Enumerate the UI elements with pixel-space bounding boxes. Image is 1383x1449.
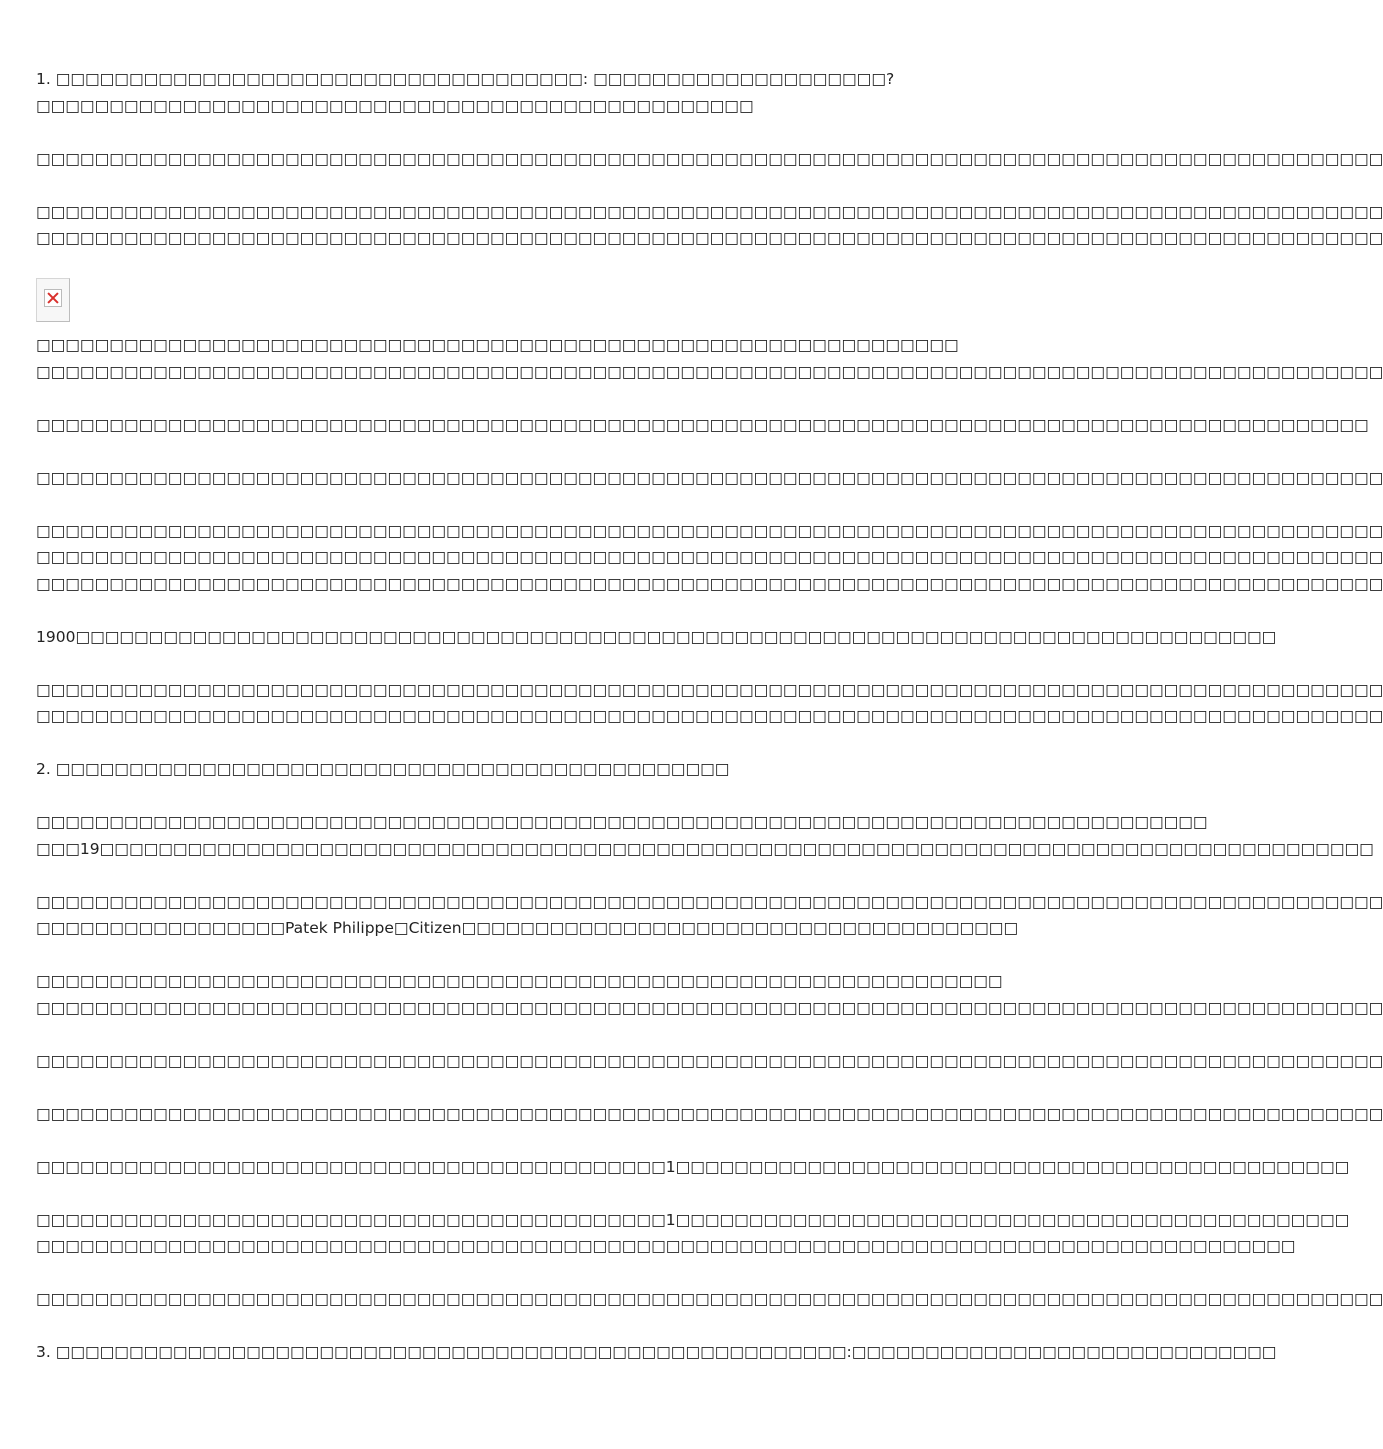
text-line: □□□□□□□□□□□□□□□□□□□□□□□□□□□□□□□□□□□□□□□□□□□□□□□□□□□□□□□□□□□□□□□□□□□□□□□□□□□□□□□□□□□□□□□□□□□□ xyxy=(36,1104,1383,1123)
broken-image-icon xyxy=(36,278,70,322)
paragraph-gap xyxy=(36,730,990,757)
paragraph-gap xyxy=(36,597,990,624)
paragraph-gap xyxy=(36,1127,990,1154)
heading-2: 2. □□□□□□□□□□□□□□□□□□□□□□□□□□□□□□□□□□□□□□□□□□□□□□ xyxy=(36,760,730,778)
paragraph-gap xyxy=(36,862,990,889)
text-line: □□□□□□□□□□□□□□□□□□□□□□□□□□□□□□□□□□□□□□□□□□□□□□□□□□□□□□□□□□□□□□□□□□□□□□□□□□□□□□□□□□□□□□□□□□□□ xyxy=(36,468,1383,487)
text-line: 1900□□□□□□□□□□□□□□□□□□□□□□□□□□□□□□□□□□□□□□□□□□□□□□□□□□□□□□□□□□□□□□□□□□□□□□□□□□□□□□□□□□ xyxy=(36,627,1277,646)
text-line: □□□□□□□□□□□□□□□□□□□□□□□□□□□□□□□□□□□□□□□□□□□□□□□□□□□□□□□□□□□□□□□□□□□□□□□□□□□□□□□□□□□□□□□□□□□□ xyxy=(36,574,1383,593)
text-line: □□□□□□□□□□□□□□□□□□□□□□□□□□□□□□□□□□□□□□□□□□□□□□□□□□□□□□□□□□□□□□□□□□□□□□□□□□□□□□□□□□□□□□□□□□□□ xyxy=(36,521,1383,540)
text-line: □□□□□□□□□□□□□□□□□□□□□□□□□□□□□□□□□□□□□□□□□□□□□□□□□□□□□□□□□□□□□□□□□□□□□□□□□□□□□□□□□□□□□□□□□□□□ xyxy=(36,202,1383,221)
document-body xyxy=(36,66,1383,1366)
text-line: □□□19□□□□□□□□□□□□□□□□□□□□□□□□□□□□□□□□□□□□□□□□□□□□□□□□□□□□□□□□□□□□□□□□□□□□□□□□□□□□□□□□□□□□□□□ xyxy=(36,839,1374,858)
paragraph-gap xyxy=(36,1021,990,1048)
text-line: □□□□□□□□□□□□□□□□□□□□□□□□□□□□□□□□□□□□□□□□□□□□□□□□□□□□□□□□□□□□□□□□□□□□□□□□□□□□□□□□□□□□□□□□□□□□ xyxy=(36,1290,1383,1308)
heading-1: 1. □□□□□□□□□□□□□□□□□□□□□□□□□□□□□□□□□□□□: □□□□□□□□□□□□□□□□□□□□? xyxy=(36,70,895,88)
paragraph-gap xyxy=(36,650,990,677)
paragraph-gap xyxy=(36,1313,990,1340)
text-line: □□□□□□□□□□□□□□□□□□□□□□□□□□□□□□□□□□□□□□□□□□□□□□□□□□□□□□□□□□□□□□□□□□□□□□□□□□□□□□□□□□□□□□□□□□□□ xyxy=(36,1051,1383,1070)
text-line: □□□□□□□□□□□□□□□□□□□□□□□□□□□□□□□□□□□□□□□□□□□□□□□□□ xyxy=(36,96,754,115)
text-line: □□□□□□□□□□□□□□□□□□□□□□□□□□□□□□□□□□□□□□□□□□□□□□□□□□□□□□□□□□□□□□□□□□□□□□□□□□□□□□□□□□□□□□□□□□□□ xyxy=(36,149,1383,168)
paragraph-gap xyxy=(36,119,990,146)
text-line: □□□□□□□□□□□□□□□□□Patek Philippe□Citizen□□□□□□□□□□□□□□□□□□□□□□□□□□□□□□□□□□□□□□ xyxy=(36,919,1019,937)
text-line: □□□□□□□□□□□□□□□□□□□□□□□□□□□□□□□□□□□□□□□□□□□1□□□□□□□□□□□□□□□□□□□□□□□□□□□□□□□□□□□□□□□□□□□□□□ xyxy=(36,1157,1350,1176)
paragraph-gap xyxy=(36,385,990,412)
text-line: □□□□□□□□□□□□□□□□□□□□□□□□□□□□□□□□□□□□□□□□□□□□□□□□□□□□□□□□□□□□□□□□□□□□□□□□□□□□□□□□□□□□□□□□□□□ xyxy=(36,415,1369,434)
text-line: □□□□□□□□□□□□□□□□□□□□□□□□□□□□□□□□□□□□□□□□□□□□□□□□□□□□□□□□□□□□□□□□□□□□□□□□□□□□□□□□□□□□□□□□□□□□ xyxy=(36,680,1383,699)
text-line: □□□□□□□□□□□□□□□□□□□□□□□□□□□□□□□□□□□□□□□□□□□1□□□□□□□□□□□□□□□□□□□□□□□□□□□□□□□□□□□□□□□□□□□□□□ xyxy=(36,1210,1350,1229)
heading-3: 3. □□□□□□□□□□□□□□□□□□□□□□□□□□□□□□□□□□□□□□□□□□□□□□□□□□□□□□:□□□□□□□□□□□□□□□□□□□□□□□□□□□□□ xyxy=(36,1343,1277,1361)
text-line: □□□□□□□□□□□□□□□□□□□□□□□□□□□□□□□□□□□□□□□□□□□□□□□□□□□□□□□□□□□□□□□□□□□□□□□□□□□□□□□□□□□□□□□□□□□□ xyxy=(36,548,1383,566)
close-icon xyxy=(44,289,62,307)
paragraph-gap xyxy=(36,172,990,199)
text-line: □□□□□□□□□□□□□□□□□□□□□□□□□□□□□□□□□□□□□□□□□□□□□□□□□□□□□□□□□□□□□□□□□□ xyxy=(36,972,1003,990)
paragraph-gap xyxy=(36,1074,990,1101)
paragraph-gap xyxy=(36,942,990,969)
text-line: □□□□□□□□□□□□□□□□□□□□□□□□□□□□□□□□□□□□□□□□□□□□□□□□□□□□□□□□□□□□□□□ xyxy=(36,336,959,354)
paragraph-gap xyxy=(36,783,990,810)
text-line: □□□□□□□□□□□□□□□□□□□□□□□□□□□□□□□□□□□□□□□□□□□□□□□□□□□□□□□□□□□□□□□□□□□□□□□□□□□□□□□□ xyxy=(36,813,1208,831)
text-line: □□□□□□□□□□□□□□□□□□□□□□□□□□□□□□□□□□□□□□□□□□□□□□□□□□□□□□□□□□□□□□□□□□□□□□□□□□□□□□□□□□□□□□ xyxy=(36,1237,1296,1255)
paragraph-gap xyxy=(36,1180,990,1207)
text-line: □□□□□□□□□□□□□□□□□□□□□□□□□□□□□□□□□□□□□□□□□□□□□□□□□□□□□□□□□□□□□□□□□□□□□□□□□□□□□□□□□□□□□□□□□□□□ xyxy=(36,707,1383,725)
text-line: □□□□□□□□□□□□□□□□□□□□□□□□□□□□□□□□□□□□□□□□□□□□□□□□□□□□□□□□□□□□□□□□□□□□□□□□□□□□□□□□□□□□□□□□□□□□ xyxy=(36,892,1383,911)
paragraph-gap xyxy=(36,438,990,465)
text-line: □□□□□□□□□□□□□□□□□□□□□□□□□□□□□□□□□□□□□□□□□□□□□□□□□□□□□□□□□□□□□□□□□□□□□□□□□□□□□□□□□□□□□□□□□□□□ xyxy=(36,229,1383,247)
paragraph-gap xyxy=(36,1260,990,1287)
text-line: □□□□□□□□□□□□□□□□□□□□□□□□□□□□□□□□□□□□□□□□□□□□□□□□□□□□□□□□□□□□□□□□□□□□□□□□□□□□□□□□□□□□□□□□□□□□ xyxy=(36,998,1383,1017)
text-line: □□□□□□□□□□□□□□□□□□□□□□□□□□□□□□□□□□□□□□□□□□□□□□□□□□□□□□□□□□□□□□□□□□□□□□□□□□□□□□□□□□□□□□□□□□□□ xyxy=(36,362,1383,381)
paragraph-gap xyxy=(36,491,990,518)
paragraph-gap xyxy=(36,252,990,279)
